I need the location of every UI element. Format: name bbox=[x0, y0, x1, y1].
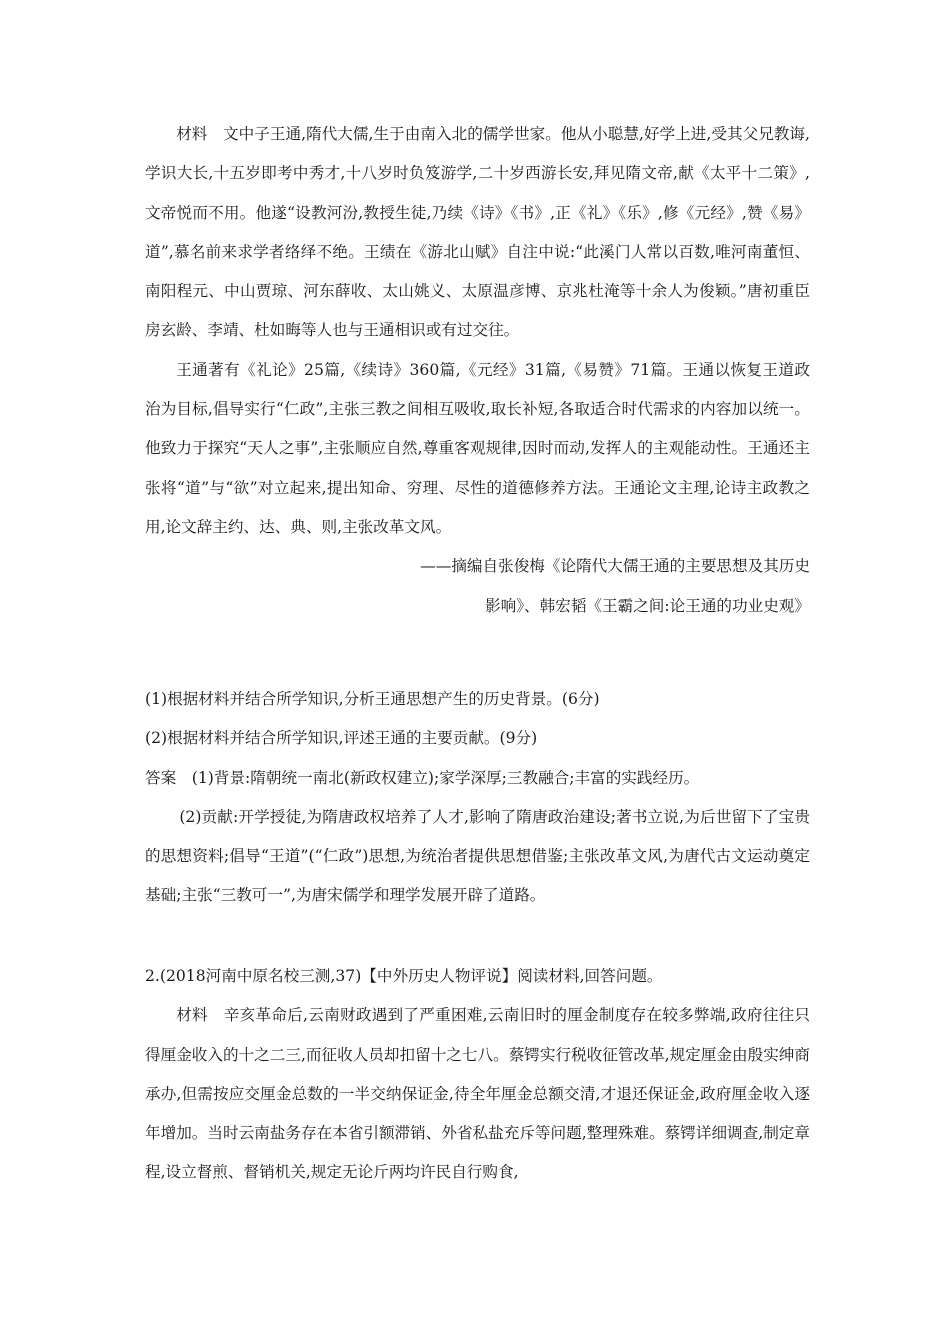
answer-line-1: 答案 (1)背景:隋朝统一南北(新政权建立);家学深厚;三教融合;丰富的实践经历。 bbox=[145, 768, 700, 787]
questions-block bbox=[145, 680, 810, 916]
question-2: (2)根据材料并结合所学知识,评述王通的主要贡献。(9分) bbox=[145, 729, 538, 748]
material-1-block bbox=[145, 115, 810, 626]
source-citation-line-2: 影响》、韩宏韬《王霸之间:论王通的功业史观》 bbox=[485, 596, 810, 615]
material-1-paragraph-1: 材料 文中子王通,隋代大儒,生于由南入北的儒学世家。他从小聪慧,好学上进,受其父兄教诲,学识大长,十五岁即考中秀才,十八岁时负笈游学,二十岁西游长安,拜见隋文帝,献《太平十二策》,文帝悦而不用。他遂“设教河汾,教授生徒,乃续《诗》《书》,正《礼》《乐》,修《元经》,赞《易》道”,慕名前来求学者络绎不绝。王绩在《游北山赋》自注中说:“此溪门人常以百数,唯河南董恒、南阳程元、中山贾琼、河东薛收、太山姚义、太原温彦博、京兆杜淹等十余人为俊颖。”唐初重臣房玄龄、李靖、杜如晦等人也与王通相识或有过交往。 bbox=[145, 125, 810, 340]
source-citation-line-1: ——摘编自张俊梅《论隋代大儒王通的主要思想及其历史 bbox=[420, 557, 810, 576]
question-1: (1)根据材料并结合所学知识,分析王通思想产生的历史背景。(6分) bbox=[145, 690, 600, 708]
question-2-header: 2.(2018河南中原名校三测,37)【中外历史人物评说】阅读材料,回答问题。 bbox=[145, 967, 663, 985]
question-2-block bbox=[145, 957, 810, 1193]
material-1-paragraph-2: 王通著有《礼论》25篇,《续诗》360篇,《元经》31篇,《易赞》71篇。王通以恢复王道政治为目标,倡导实行“仁政”,主张三教之间相互吸收,取长补短,各取适合时代需求的内容加以统一。他致力于探究“天人之事”,主张顺应自然,尊重客观规律,因时而动,发挥人的主观能动性。王通还主张将“道”与“欲”对立起来,提出知命、穷理、尽性的道德修养方法。王通论文主理,论诗主政教之用,论文辞主约、达、典、则,主张改革文风。 bbox=[145, 360, 810, 536]
question-2-material: 材料 辛亥革命后,云南财政遇到了严重困难,云南旧时的厘金制度存在较多弊端,政府往往只得厘金收入的十之二三,而征收人员却扣留十之七八。蔡锷实行税收征管改革,规定厘金由殷实绅商承办,但需按应交厘金总数的一半交纳保证金,待全年厘金总额交清,才退还保证金,政府厘金收入逐年增加。当时云南盐务存在本省引额滞销、外省私盐充斥等问题,整理殊难。蔡锷详细调查,制定章程,设立督煎、督销机关,规定无论斤两均许民自行购食, bbox=[145, 1006, 810, 1182]
answer-line-2: (2)贡献:开学授徒,为隋唐政权培养了人才,影响了隋唐政治建设;著书立说,为后世留下了宝贵的思想资料;倡导“王道”(“仁政”)思想,为统治者提供思想借鉴;主张改革文风,为唐代古文运动奠定基础;主张“三教可一”,为唐宋儒学和理学发展开辟了道路。 bbox=[145, 807, 810, 905]
